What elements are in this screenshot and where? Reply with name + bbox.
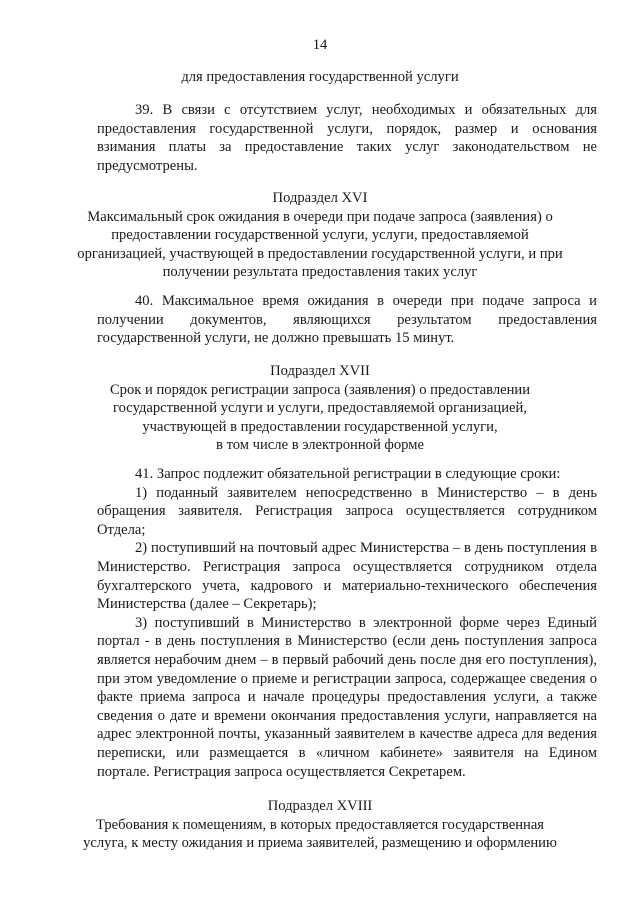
- subsection-18-title-line: Требования к помещениям, в которых предоставляется государственная: [95, 816, 545, 833]
- section-41-item-3: 3) поступивший в Министерство в электронной форме через Единый портал - в день поступления в Министерство (если день поступления запроса является нерабочим днем – в первый рабочий день после дня его поступления), при этом уведомление о приеме и регистрации запроса, содержащее сведения о факте приема запроса и начале процедуры предоставления услуги, а также сведения о дате и времени окончания предоставления услуги, направляется на адрес электронной почты, указанный заявителем в качестве адреса для ведения переписки, или размещается в «личном кабинете» заявителя на Едином портале. Регистрация запроса осуществляется Секретарем.: [97, 614, 597, 780]
- subsection-18-title-line: услуга, к месту ожидания и приема заявителей, размещению и оформлению: [83, 835, 557, 852]
- section-41-intro: 41. Запрос подлежит обязательной регистрации в следующие сроки:: [135, 466, 561, 482]
- section-41-item-2: 2) поступивший на почтовый адрес Министерства – в день поступления в Министерство. Регистрация запроса осуществляется сотрудником отдела бухгалтерского учета, кадрового и материально-технического обеспечения Министерства (далее – Секретарь);: [97, 540, 597, 613]
- subsection-16-label: Подраздел XVI: [272, 190, 368, 206]
- section-41: [97, 465, 597, 781]
- section-40-text: 40. Максимальное время ожидания в очереди при подаче запроса и получении документов, являющихся результатом предоставления государственной услуги, не должно превышать 15 минут.: [97, 293, 597, 347]
- subsection-18-heading: [60, 797, 580, 853]
- subsection-16-heading: [60, 189, 580, 282]
- section-39: [97, 101, 597, 175]
- page-number: 14: [312, 37, 328, 53]
- subsection-17-title-line: государственной услуги и услуги, предоставляемой организацией,: [113, 400, 527, 417]
- subsection-17-title-line: Срок и порядок регистрации запроса (заявления) о предоставлении: [109, 381, 531, 398]
- subsection-16-title-line: организацией, участвующей в предоставлении государственной услуги, и при: [77, 245, 563, 262]
- subsection-16-title-line: предоставлении государственной услуги, услуги, предоставляемой: [111, 227, 529, 244]
- subsection-17-label: Подраздел XVII: [270, 363, 370, 379]
- subsection-17-title-line: в том числе в электронной форме: [216, 437, 424, 454]
- section-39-text: 39. В связи с отсутствием услуг, необходимых и обязательных для предоставления государственной услуги, порядок, размер и основания взимания платы за предоставление таких услуг законодательством не предусмотрены.: [97, 102, 597, 174]
- section-41-item-1: 1) поданный заявителем непосредственно в Министерство – в день обращения заявителя. Регистрация запроса осуществляется сотрудником Отдела;: [97, 484, 597, 538]
- subsection-16-title-line: получении результата предоставления таких услуг: [162, 264, 478, 281]
- subsection-17-heading: [60, 362, 580, 455]
- section-40: [97, 292, 597, 348]
- subsection-17-title-line: участвующей в предоставлении государственной услуги,: [142, 418, 498, 435]
- subsection-16-title-line: Максимальный срок ожидания в очереди при подаче запроса (заявления) о: [87, 208, 553, 225]
- continuation-heading: для предоставления государственной услуги: [181, 69, 459, 85]
- subsection-18-label: Подраздел XVIII: [267, 798, 373, 814]
